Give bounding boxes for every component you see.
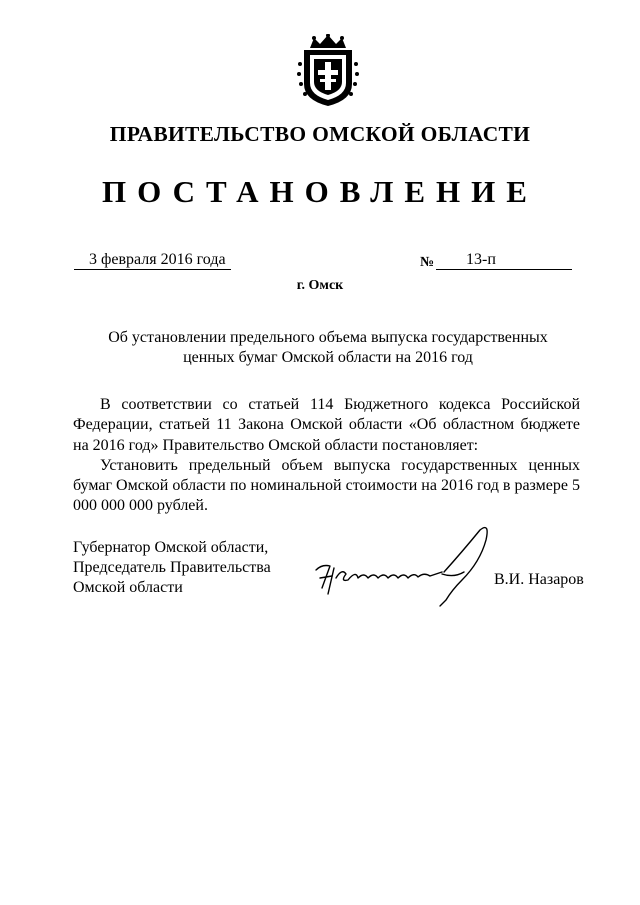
city-label: г. Омск (296, 278, 344, 293)
body-paragraph: В соответствии со статьей 114 Бюджетного кодекса Российской Федерации, статьей 11 Закона Омской области «Об областном бюджете на 2016 год» Правительство Омской области постановляет: (73, 396, 580, 454)
document-number: 13-п (436, 251, 572, 270)
document-body (73, 395, 580, 517)
government-title: ПРАВИТЕЛЬСТВО ОМСКОЙ ОБЛАСТИ (109, 122, 531, 146)
handwritten-signature (312, 522, 492, 614)
document-subject: Об установлении предельного объема выпуска государственных ценных бумаг Омской области на 2016 год (108, 329, 548, 366)
signer-title-line: Председатель Правительства (73, 559, 271, 576)
document-type-title: ПОСТАНОВЛЕНИЕ (102, 174, 538, 209)
body-paragraph: Установить предельный объем выпуска государственных ценных бумаг Омской области по номинальной стоимости на 2016 год в размере 5 000 000 000 рублей. (73, 456, 580, 515)
signer-title-line: Губернатор Омской области, (73, 539, 269, 556)
omsk-coat-of-arms-icon (296, 34, 360, 108)
signer-title-line: Омской области (73, 579, 183, 596)
number-sign: № (420, 255, 435, 270)
document-date: 3 февраля 2016 года (74, 251, 231, 270)
signer-title (73, 538, 271, 598)
signer-name: В.И. Назаров (494, 571, 584, 588)
